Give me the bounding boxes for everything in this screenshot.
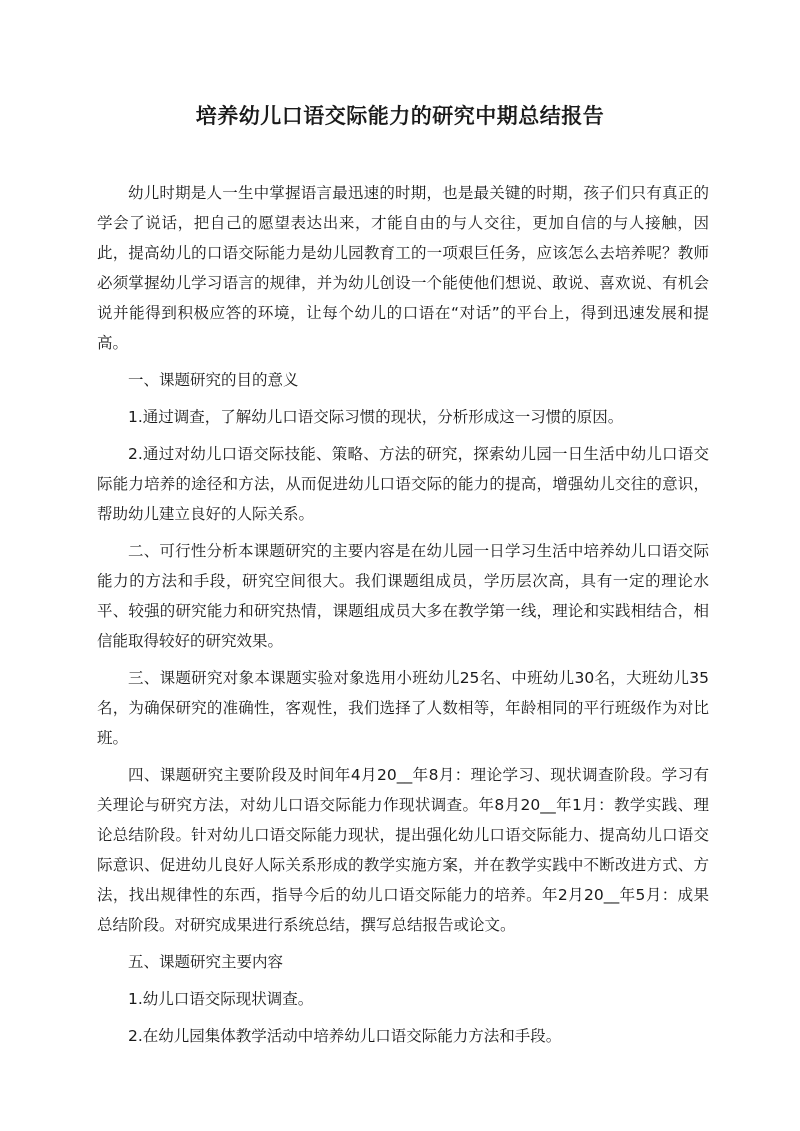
paragraph-content-2: 2.在幼儿园集体教学活动中培养幼儿口语交际能力方法和手段。	[128, 1027, 562, 1045]
paragraph-intro: 幼儿时期是人一生中掌握语言最迅速的时期，也是最关键的时期，孩子们只有真正的学会了说话，把自己的愿望表达出来，才能自由的与人交往，更加自信的与人接触，因此，提高幼儿的口语交际能力是幼儿园教育工的一项艰巨任务，应该怎么去培养呢？教师必须掌握幼儿学习语言的规律，并为幼儿创设一个能使他们想说、敢说、喜欢说、有机会说并能得到积极应答的环境，让每个幼儿的口语在“对话”的平台上，得到迅速发展和提高。	[97, 184, 709, 352]
section-heading-content: 五、课题研究主要内容	[128, 953, 284, 971]
paragraph-purpose-1: 1.通过调查，了解幼儿口语交际习惯的现状，分析形成这一习惯的原因。	[128, 408, 624, 426]
document-body	[97, 178, 709, 1058]
paragraph-feasibility: 二、可行性分析本课题研究的主要内容是在幼儿园一日学习生活中培养幼儿口语交际能力的方法和手段，研究空间很大。我们课题组成员，学历层次高，具有一定的理论水平、较强的研究能力和研究热情，课题组成员大多在教学第一线，理论和实践相结合，相信能取得较好的研究效果。	[97, 542, 709, 650]
paragraph-subjects: 三、课题研究对象本课题实验对象选用小班幼儿25名、中班幼儿30名，大班幼儿35名，为确保研究的准确性，客观性，我们选择了人数相等，年龄相同的平行班级作为对比班。	[97, 669, 709, 747]
paragraph-purpose-2: 2.通过对幼儿口语交际技能、策略、方法的研究，探索幼儿园一日生活中幼儿口语交际能力培养的途径和方法，从而促进幼儿口语交际的能力的提高，增强幼儿交往的意识，帮助幼儿建立良好的人际关系。	[97, 445, 709, 523]
paragraph-content-1: 1.幼儿口语交际现状调查。	[128, 990, 314, 1008]
section-heading-purpose: 一、课题研究的目的意义	[128, 371, 299, 389]
document-title: 培养幼儿口语交际能力的研究中期总结报告	[195, 104, 605, 128]
paragraph-stages: 四、课题研究主要阶段及时间年4月20__年8月：理论学习、现状调查阶段。学习有关理论与研究方法，对幼儿口语交际能力作现状调查。年8月20__年1月：教学实践、理论总结阶段。针对幼儿口语交际能力现状，提出强化幼儿口语交际能力、提高幼儿口语交际意识、促进幼儿良好人际关系形成的教学实施方案，并在教学实践中不断改进方式、方法，找出规律性的东西，指导今后的幼儿口语交际能力的培养。年2月20__年5月：成果总结阶段。对研究成果进行系统总结，撰写总结报告或论文。	[97, 766, 709, 934]
